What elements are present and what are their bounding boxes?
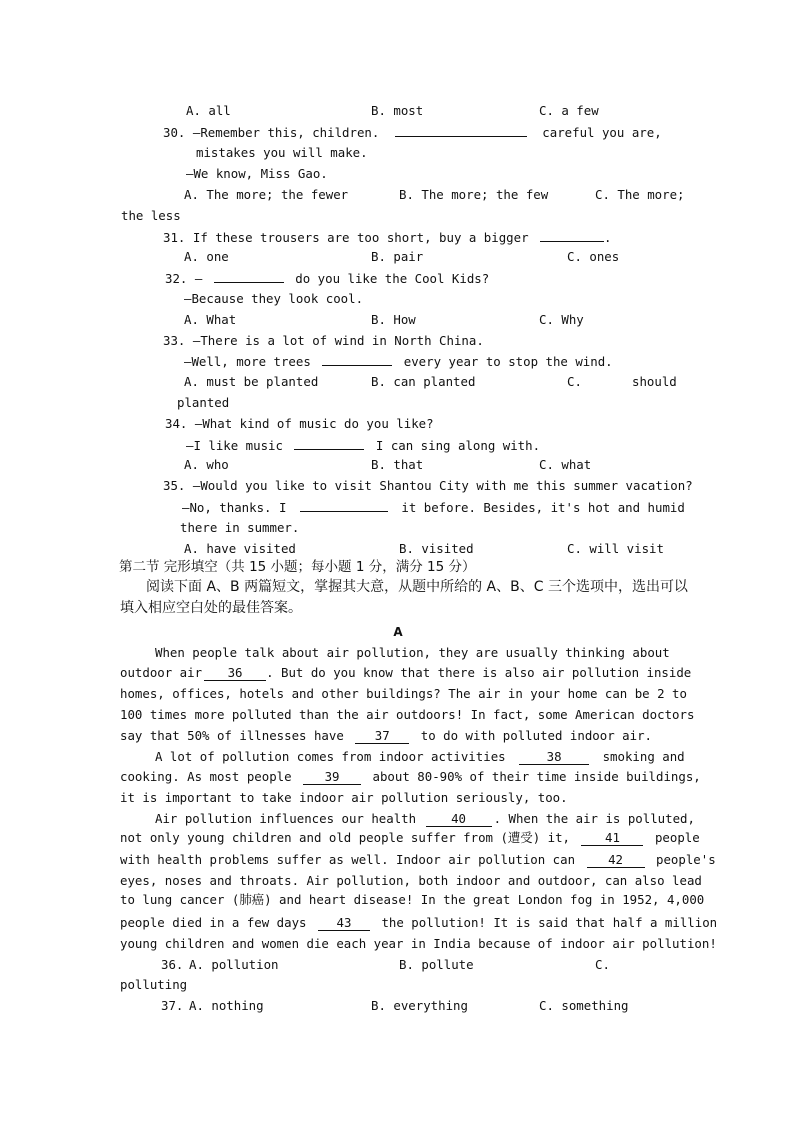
p1-line2 — [120, 665, 691, 681]
q33-option-c: C. — [567, 374, 582, 389]
blank-43: 43 — [318, 916, 370, 931]
p1-line4: 100 times more polluted than the air outdoors! In fact, some American doctors — [120, 707, 695, 722]
q35-option-c: C. will visit — [567, 541, 664, 556]
q29-option-a: A. all — [186, 103, 231, 118]
p2-line1-pre: A lot of pollution comes from indoor activities — [155, 749, 506, 764]
q36-option-c-continued: polluting — [120, 977, 188, 992]
blank-42: 42 — [587, 853, 645, 868]
q35-line2 — [182, 499, 685, 516]
p3-line3-post: people's — [656, 852, 716, 867]
q35-line3: there in summer. — [180, 520, 300, 535]
q37-option-c: C. something — [539, 998, 629, 1013]
q32-pre: — — [194, 271, 203, 286]
p1-line2-pre: outdoor air — [120, 665, 203, 680]
q31-pre: If these trousers are too short, buy a bigger — [192, 230, 529, 245]
q33-line2 — [184, 353, 613, 370]
q35-option-a: A. have visited — [184, 541, 296, 556]
section-instruction-line2: 填入相应空白处的最佳答案。 — [120, 600, 302, 616]
q30-blank — [395, 124, 527, 137]
p3-line1-pre: Air pollution influences our health — [155, 811, 417, 826]
q36-option-a: A. pollution — [189, 957, 279, 972]
q30-line2: mistakes you will make. — [196, 145, 368, 160]
q33-post: every year to stop the wind. — [403, 354, 613, 369]
blank-36: 36 — [204, 666, 266, 681]
blank-40: 40 — [426, 812, 492, 827]
q30-option-b: B. The more; the few — [399, 187, 549, 202]
q32-option-a: A. What — [184, 312, 237, 327]
p3-line1-post: . When the air is polluted, — [493, 811, 695, 826]
p1-line5 — [120, 728, 652, 744]
p3-line1 — [155, 811, 695, 827]
q33-pre: —Well, more trees — [184, 354, 311, 369]
q37-number: 37. — [161, 998, 184, 1013]
p1-line1: When people talk about air pollution, they are usually thinking about — [155, 645, 670, 660]
p3-line6-post: the pollution! It is said that half a million — [381, 915, 718, 930]
p1-line5-post: to do with polluted indoor air. — [420, 728, 652, 743]
blank-37: 37 — [355, 729, 409, 744]
p2-line1-post: smoking and — [602, 749, 685, 764]
q34-number: 34. — [165, 416, 188, 431]
q33-option-b: B. can planted — [371, 374, 476, 389]
q34-stem — [165, 416, 434, 432]
p3-line3 — [120, 852, 716, 868]
p3-line6-pre: people died in a few days — [120, 915, 307, 930]
q33-option-c-word: should — [632, 374, 677, 389]
p2-line1 — [155, 749, 685, 765]
q35-stem — [163, 478, 693, 494]
p3-line2-post: people — [654, 830, 700, 845]
q35-pre: —No, thanks. I — [182, 500, 287, 515]
q35-number: 35. — [163, 478, 186, 493]
q36-number: 36. — [161, 957, 184, 972]
q32-post: do you like the Cool Kids? — [295, 271, 490, 286]
q34-line1: —What kind of music do you like? — [194, 416, 434, 431]
p1-line2-post: . But do you know that there is also air pollution inside — [266, 665, 692, 680]
q35-post: it before. Besides, it's hot and humid — [401, 500, 685, 515]
p2-line2 — [120, 769, 701, 785]
q30-line1-post: careful you are, — [542, 125, 662, 140]
q32-number: 32. — [165, 271, 188, 286]
q36-option-b: B. pollute — [399, 957, 474, 972]
q30-line1-pre: —Remember this, children. — [192, 125, 380, 140]
q30-option-c-continued: the less — [121, 208, 181, 223]
section-instruction-line1: 阅读下面 A、B 两篇短文，掌握其大意，从题中所给的 A、B、C 三个选项中，选出可以 — [146, 579, 688, 595]
q32-option-b: B. How — [371, 312, 416, 327]
q30-option-a: A. The more; the fewer — [184, 187, 349, 202]
q34-line2 — [186, 437, 540, 454]
q34-option-b: B. that — [371, 457, 424, 472]
q31-option-b: B. pair — [371, 249, 424, 264]
passage-title: A — [393, 625, 403, 639]
blank-38: 38 — [519, 750, 589, 765]
q31-post: . — [604, 230, 612, 245]
p2-line2-post: about 80-90% of their time inside buildings, — [372, 769, 701, 784]
q35-blank — [300, 499, 388, 512]
q29-option-b: B. most — [371, 103, 424, 118]
section-heading: 第二节 完形填空（共 15 小题；每小题 1 分，满分 15 分） — [119, 559, 476, 575]
q35-option-b: B. visited — [399, 541, 474, 556]
q31-number: 31. — [163, 230, 186, 245]
q33-blank — [322, 353, 392, 366]
q34-option-c: C. what — [539, 457, 592, 472]
p3-line2-pre: not only young children and old people suffer from (遭受) it, — [120, 830, 570, 845]
p3-line3-pre: with health problems suffer as well. Indoor air pollution can — [120, 852, 576, 867]
q32-blank — [214, 270, 284, 283]
q37-option-a: A. nothing — [189, 998, 264, 1013]
q33-option-a: A. must be planted — [184, 374, 319, 389]
q31-stem — [163, 229, 612, 246]
q30-reply: —We know, Miss Gao. — [186, 166, 328, 181]
q34-blank — [294, 437, 364, 450]
q33-number: 33. — [163, 333, 186, 348]
p1-line3: homes, offices, hotels and other buildings? The air in your home can be 2 to — [120, 686, 687, 701]
q33-option-c-continued: planted — [177, 395, 230, 410]
q30-stem — [163, 124, 673, 141]
p3-line4: eyes, noses and throats. Air pollution, both indoor and outdoor, can also lead — [120, 873, 702, 888]
q31-option-a: A. one — [184, 249, 229, 264]
q32-reply: —Because they look cool. — [184, 291, 364, 306]
q36-option-c: C. — [595, 957, 610, 972]
p3-line6 — [120, 915, 717, 931]
q30-option-c: C. The more; — [595, 187, 685, 202]
q37-option-b: B. everything — [371, 998, 468, 1013]
q34-option-a: A. who — [184, 457, 229, 472]
p3-line7: young children and women die each year in India because of indoor air pollution! — [120, 936, 717, 951]
blank-41: 41 — [581, 831, 643, 846]
q35-line1: —Would you like to visit Shantou City with me this summer vacation? — [192, 478, 693, 493]
p3-line5: to lung cancer (肺癌) and heart disease! In the great London fog in 1952, 4,000 — [120, 892, 705, 907]
q33-line1: —There is a lot of wind in North China. — [192, 333, 484, 348]
q31-option-c: C. ones — [567, 249, 620, 264]
q33-stem — [163, 333, 484, 349]
q32-stem — [165, 270, 489, 287]
p1-line5-pre: say that 50% of illnesses have — [120, 728, 344, 743]
q30-number: 30. — [163, 125, 186, 140]
q32-option-c: C. Why — [539, 312, 584, 327]
q31-blank — [540, 229, 604, 242]
q34-pre: —I like music — [186, 438, 283, 453]
blank-39: 39 — [303, 770, 361, 785]
q34-post: I can sing along with. — [375, 438, 541, 453]
p3-line2 — [120, 830, 700, 846]
p2-line3: it is important to take indoor air pollution seriously, too. — [120, 790, 568, 805]
p2-line2-pre: cooking. As most people — [120, 769, 292, 784]
q29-option-c: C. a few — [539, 103, 599, 118]
